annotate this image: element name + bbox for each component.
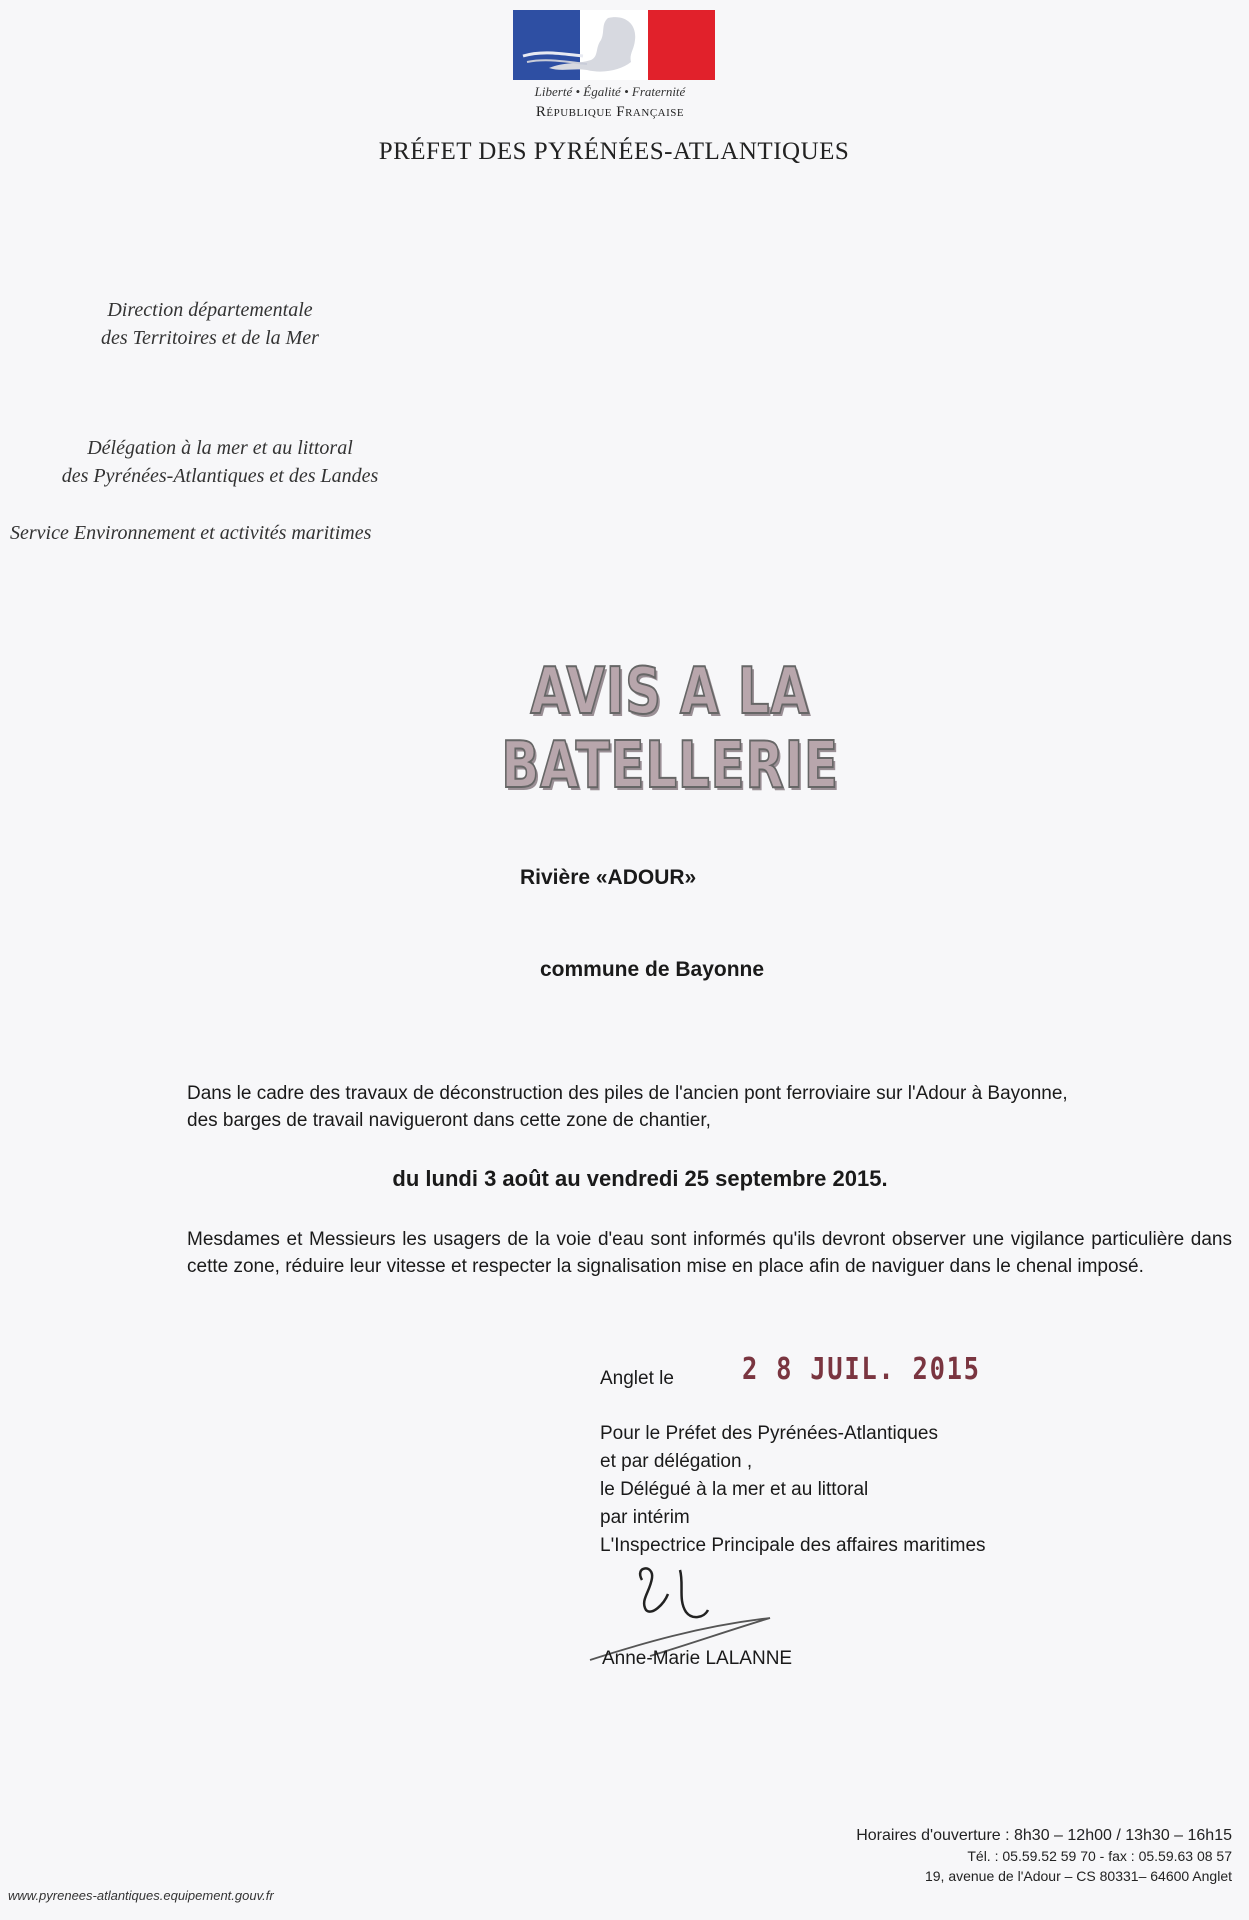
signature-lines <box>600 1420 986 1560</box>
signature-line-4: par intérim <box>600 1507 690 1528</box>
signature-line-3: le Délégué à la mer et au littoral <box>600 1479 869 1500</box>
signature-line-5: L'Inspectrice Principale des affaires maritimes <box>600 1535 986 1556</box>
direction-line-2: des Territoires et de la Mer <box>101 327 319 349</box>
direction-block <box>70 296 350 352</box>
context-line-2: des barges de travail navigueront dans cette zone de chantier, <box>187 1110 711 1131</box>
service-name: Service Environnement et activités maritimes <box>10 522 372 544</box>
direction-line-1: Direction départementale <box>107 299 313 321</box>
river-name: Rivière «ADOUR» <box>520 866 697 889</box>
opening-hours: Horaires d'ouverture : 8h30 – 12h00 / 13h30 – 16h15 <box>856 1827 1232 1844</box>
contact-phone: Tél. : 05.59.52 59 70 - fax : 05.59.63 08 57 <box>967 1848 1232 1864</box>
website-link[interactable]: www.pyrenees-atlantiques.equipement.gouv.fr <box>8 1888 274 1903</box>
delegation-line-2: des Pyrénées-Atlantiques et des Landes <box>61 465 379 487</box>
work-dates: du lundi 3 août au vendredi 25 septembre 2015. <box>392 1166 888 1191</box>
delegation-block <box>30 434 410 490</box>
marianne-logo <box>513 10 715 80</box>
place-label: Anglet le <box>600 1368 674 1389</box>
postal-address: 19, avenue de l'Adour – CS 80331– 64600 Anglet <box>924 1868 1232 1884</box>
context-line-1: Dans le cadre des travaux de déconstruction des piles de l'ancien pont ferroviaire sur l'Adour à Bayonne, <box>187 1083 1068 1104</box>
signature-line-1: Pour le Préfet des Pyrénées-Atlantiques <box>600 1423 938 1444</box>
instructions-paragraph: Mesdames et Messieurs les usagers de la voie d'eau sont informés qu'ils devront observer une vigilance particulière dans cette zone, réduire leur vitesse et respecter la signalisation mise en place afin de naviguer dans le chenal imposé. <box>187 1229 1232 1277</box>
context-paragraph <box>187 1080 1232 1134</box>
signer-name: Anne-Marie LALANNE <box>602 1648 793 1669</box>
delegation-line-1: Délégation à la mer et au littoral <box>87 437 353 459</box>
signature-line-2: et par délégation , <box>600 1451 753 1472</box>
republic-name: République Française <box>535 104 685 120</box>
date-stamp: 2 8 JUIL. 2015 <box>742 1352 981 1387</box>
commune-name: commune de Bayonne <box>540 958 765 981</box>
notice-title: AVIS A LA BATELLERIE <box>501 655 839 803</box>
republic-motto: Liberté • Égalité • Fraternité <box>534 84 686 99</box>
prefet-heading: PRÉFET DES PYRÉNÉES-ATLANTIQUES <box>378 138 850 165</box>
